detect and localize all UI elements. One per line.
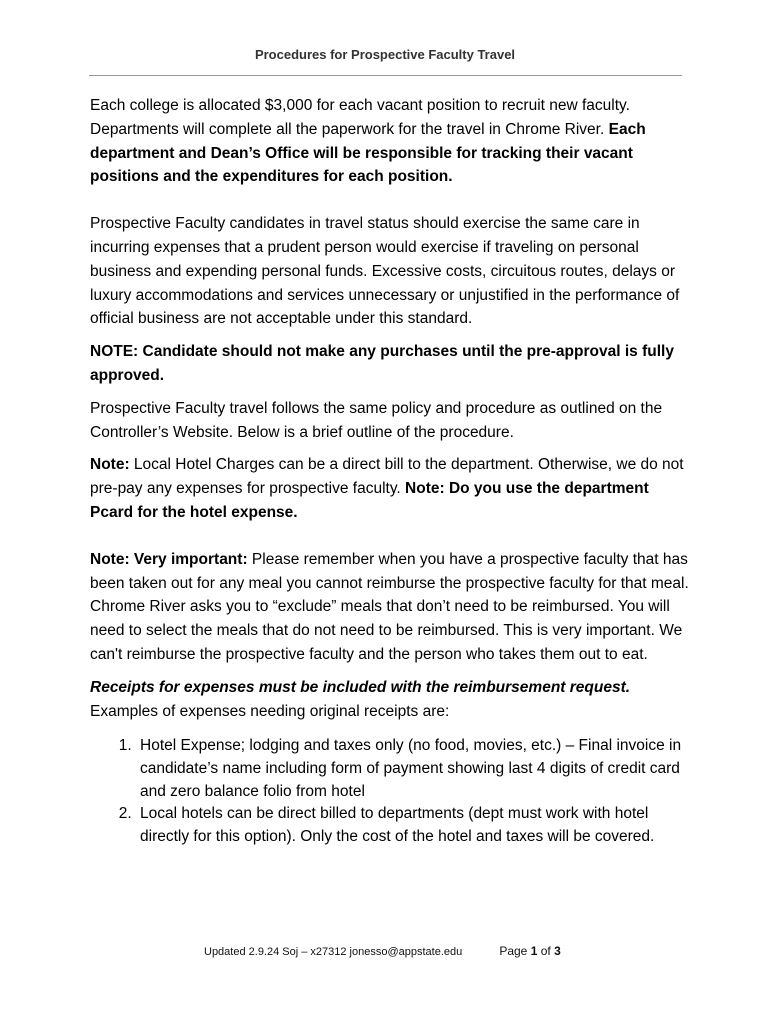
- header-divider: [89, 75, 682, 76]
- receipts-required-text: Receipts for expenses must be included with the reimbursement request.: [90, 678, 631, 696]
- paragraph-preapproval-note: NOTE: Candidate should not make any purchases until the pre-approval is fully approved.: [90, 343, 674, 384]
- receipts-examples-text: Examples of expenses needing original receipts are:: [90, 702, 450, 720]
- paragraph-hotel-note: [90, 453, 690, 524]
- paragraph-allocation: [90, 94, 690, 189]
- page-of-word: of: [540, 944, 551, 958]
- meal-note-label: Note: Very important:: [90, 550, 248, 568]
- page-total: 3: [554, 944, 561, 958]
- page-header-title: Procedures for Prospective Faculty Travel: [254, 47, 516, 62]
- page-number: [499, 944, 560, 958]
- hotel-note-text: Local Hotel Charges can be a direct bill to the department. Otherwise, we do not pre-pay any expenses for prospective faculty.: [90, 456, 684, 498]
- paragraph-controller-policy: Prospective Faculty travel follows the same policy and procedure as outlined on the Controller’s Website. Below is a brief outline of the procedure.: [90, 399, 663, 441]
- page-footer: [204, 944, 561, 958]
- list-item: 2. Local hotels can be direct billed to departments (dept must work with hotel directly for this option). Only the cost of the hotel and taxes will be covered.: [136, 803, 690, 848]
- hotel-note-bold-text: Note: Do you use the department Pcard for the hotel expense.: [90, 480, 649, 521]
- page-current: 1: [530, 944, 538, 958]
- allocation-text: Each college is allocated $3,000 for each vacant position to recruit new faculty. Departments will complete all the paperwork for the travel in Chrome River.: [90, 97, 630, 138]
- receipts-list: [90, 735, 690, 849]
- footer-updated-text: Updated 2.9.24 Soj – x27312 jonesso@appstate.edu: [204, 946, 463, 958]
- paragraph-meal-note: [90, 548, 690, 667]
- paragraph-receipts: [90, 676, 690, 724]
- page-word: Page: [499, 944, 528, 958]
- document-body: [90, 94, 690, 849]
- paragraph-prudent-expenses: Prospective Faculty candidates in travel status should exercise the same care in incurring expenses that a prudent person would exercise if traveling on personal business and expending personal funds. Excessive costs, circuitous routes, delays or luxury accommodations and services unnecessary or unjustified in the performance of official business are not acceptable under this standard.: [90, 215, 680, 328]
- list-item: 1. Hotel Expense; lodging and taxes only (no food, movies, etc.) – Final invoice in candidate’s name including form of payment showing last 4 digits of credit card and zero balance folio from hotel: [136, 735, 690, 803]
- allocation-bold-text: Each department and Dean’s Office will be responsible for tracking their vacant positions and the expenditures for each position.: [90, 120, 646, 186]
- meal-note-text: Please remember when you have a prospective faculty that has been taken out for any meal you cannot reimburse the prospective faculty for that meal. Chrome River asks you to “exclude” meals that don’t need to be reimbursed. You will need to select the meals that do not need to be reimbursed. This is very important. We can't reimburse the prospective faculty and the person who takes them out to eat.: [90, 550, 689, 663]
- hotel-note-label: Note:: [90, 456, 130, 474]
